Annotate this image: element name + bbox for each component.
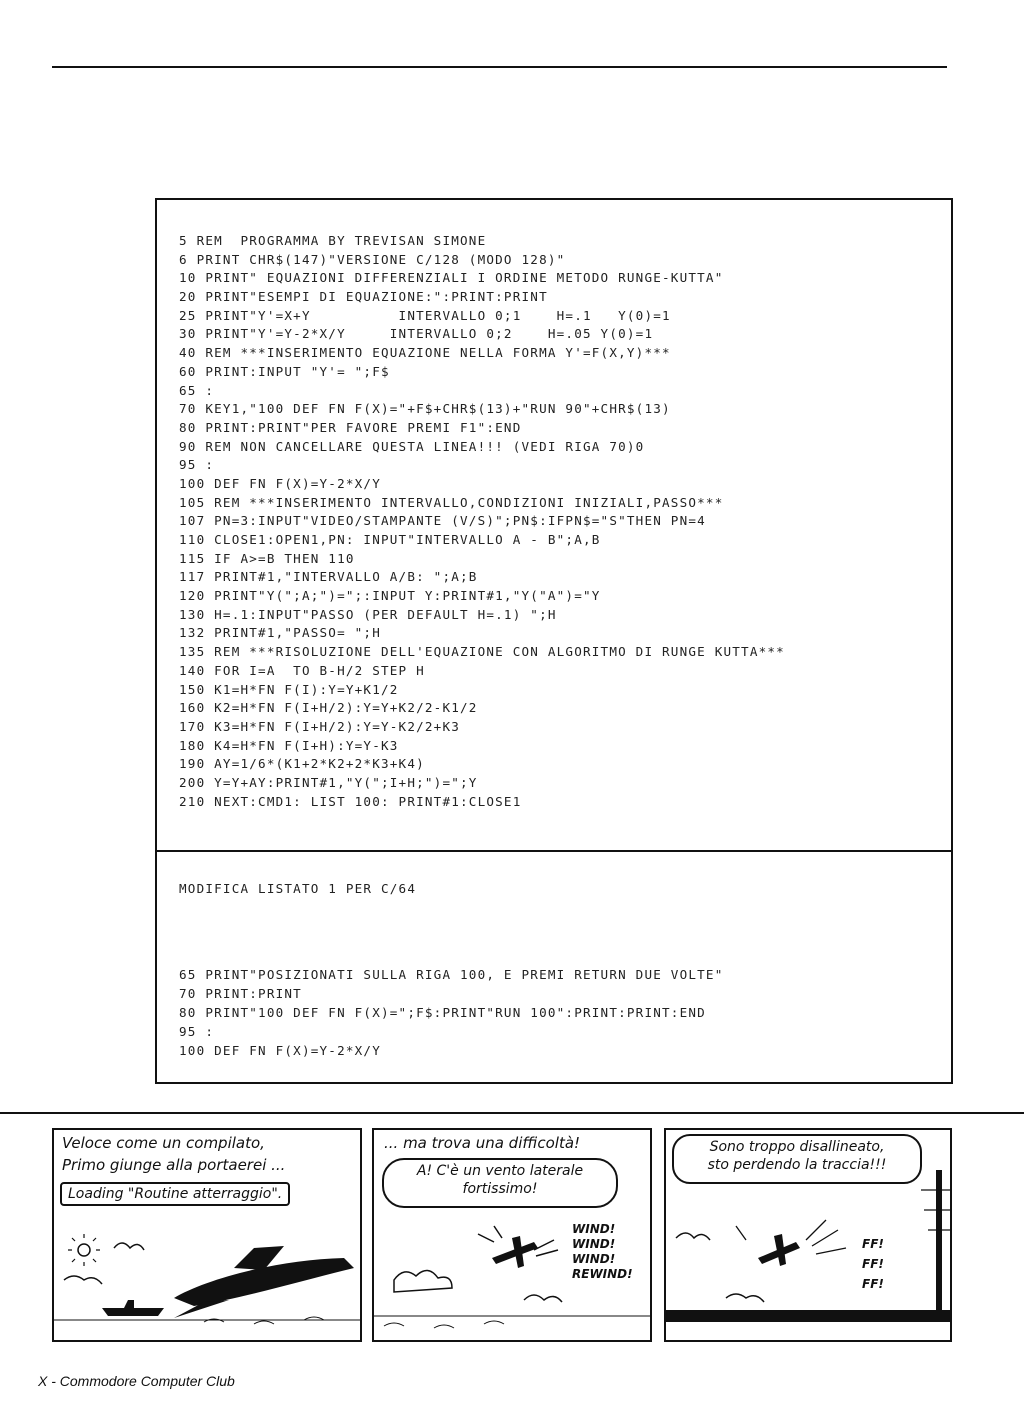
modifica-code-line: 95 : xyxy=(179,1024,215,1039)
modifica-code-line: 80 PRINT"100 DEF FN F(X)=";F$:PRINT"RUN 100":PRINT:PRINT:END xyxy=(179,1005,706,1020)
modifica-code-line: 100 DEF FN F(X)=Y-2*X/Y xyxy=(179,1043,381,1058)
code-line: 132 PRINT#1,"PASSO= ";H xyxy=(179,625,381,641)
code-line: 107 PN=3:INPUT"VIDEO/STAMPANTE (V/S)";PN$:IFPN$="S"THEN PN=4 xyxy=(179,513,706,529)
sfx-ff-2: FF! xyxy=(862,1257,884,1271)
code-line: 130 H=.1:INPUT"PASSO (PER DEFAULT H=.1) ";H xyxy=(179,606,557,622)
code-line: 117 PRINT#1,"INTERVALLO A/B: ";A;B xyxy=(179,569,478,585)
panel1-loading-box: Loading "Routine atterraggio". xyxy=(60,1182,290,1206)
code-line: 70 KEY1,"100 DEF FN F(X)="+F$+CHR$(13)+"RUN 90"+CHR$(13) xyxy=(179,401,671,417)
program-listing xyxy=(179,232,785,811)
code-line: 95 : xyxy=(179,457,215,473)
sfx-wind-1: WIND! xyxy=(572,1222,616,1236)
code-line: 40 REM ***INSERIMENTO EQUAZIONE NELLA FORMA Y'=F(X,Y)*** xyxy=(179,345,671,361)
code-line: 210 NEXT:CMD1: LIST 100: PRINT#1:CLOSE1 xyxy=(179,793,522,809)
comic-panel-3 xyxy=(664,1128,952,1342)
listing-divider xyxy=(157,850,951,852)
panel1-caption-line2: Primo giunge alla portaerei ... xyxy=(62,1156,286,1174)
code-line: 120 PRINT"Y(";A;")=";:INPUT Y:PRINT#1,"Y("A")="Y xyxy=(179,588,601,604)
panel3-sfx xyxy=(862,1234,884,1294)
code-line: 65 : xyxy=(179,382,215,398)
code-line: 150 K1=H*FN F(I):Y=Y+K1/2 xyxy=(179,681,399,697)
comic-strip xyxy=(52,1128,952,1344)
code-line: 10 PRINT" EQUAZIONI DIFFERENZIALI I ORDINE METODO RUNGE-KUTTA" xyxy=(179,270,724,286)
code-line: 105 REM ***INSERIMENTO INTERVALLO,CONDIZIONI INIZIALI,PASSO*** xyxy=(179,494,724,510)
code-line: 190 AY=1/6*(K1+2*K2+2*K3+K4) xyxy=(179,756,425,772)
code-line: 200 Y=Y+AY:PRINT#1,"Y(";I+H;")=";Y xyxy=(179,774,478,790)
modifica-code-line: 70 PRINT:PRINT xyxy=(179,986,302,1001)
code-line: 20 PRINT"ESEMPI DI EQUAZIONE:":PRINT:PRINT xyxy=(179,289,548,305)
code-line: 6 PRINT CHR$(147)"VERSIONE C/128 (MODO 128)" xyxy=(179,251,566,267)
page-footer: X - Commodore Computer Club xyxy=(38,1373,235,1389)
panel3-bubble-line1: Sono troppo disallineato, xyxy=(709,1139,885,1155)
code-line: 25 PRINT"Y'=X+Y INTERVALLO 0;1 H=.1 Y(0)=1 xyxy=(179,307,671,323)
sfx-ff-1: FF! xyxy=(862,1237,884,1251)
code-line: 5 REM PROGRAMMA BY TREVISAN SIMONE xyxy=(179,233,487,248)
panel2-sfx xyxy=(572,1222,633,1282)
code-line: 100 DEF FN F(X)=Y-2*X/Y xyxy=(179,475,381,491)
code-line: 135 REM ***RISOLUZIONE DELL'EQUAZIONE CON ALGORITMO DI RUNGE KUTTA*** xyxy=(179,644,785,660)
code-line: 115 IF A>=B THEN 110 xyxy=(179,550,355,566)
panel1-caption-line1: Veloce come un compilato, xyxy=(62,1134,265,1152)
sfx-rewind: REWIND! xyxy=(572,1267,633,1281)
code-line: 90 REM NON CANCELLARE QUESTA LINEA!!! (VEDI RIGA 70)0 xyxy=(179,438,645,454)
panel2-caption: ... ma trova una difficoltà! xyxy=(384,1134,581,1152)
code-line: 110 CLOSE1:OPEN1,PN: INPUT"INTERVALLO A - B";A,B xyxy=(179,532,601,547)
code-line: 170 K3=H*FN F(I+H/2):Y=Y-K2/2+K3 xyxy=(179,718,461,734)
modifica-listing xyxy=(179,965,724,1060)
code-line: 180 K4=H*FN F(I+H):Y=Y-K3 xyxy=(179,737,399,753)
top-rule xyxy=(52,66,947,68)
code-line: 80 PRINT:PRINT"PER FAVORE PREMI F1":END xyxy=(179,419,522,435)
comic-panel-2 xyxy=(372,1128,652,1342)
panel3-bubble-line2: sto perdendo la traccia!!! xyxy=(707,1157,887,1173)
code-line: 30 PRINT"Y'=Y-2*X/Y INTERVALLO 0;2 H=.05 Y(0)=1 xyxy=(179,326,654,342)
comic-panel-1 xyxy=(52,1128,362,1342)
listing-box xyxy=(155,198,953,1084)
code-line: 160 K2=H*FN F(I+H/2):Y=Y+K2/2-K1/2 xyxy=(179,700,478,716)
panel2-bubble-line1: A! C'è un vento laterale xyxy=(416,1163,584,1179)
comic-top-rule xyxy=(0,1112,1024,1114)
modifica-title: MODIFICA LISTATO 1 PER C/64 xyxy=(179,881,417,896)
panel3-speech-bubble xyxy=(672,1134,922,1184)
panel2-speech-bubble xyxy=(382,1158,618,1208)
sfx-wind-2: WIND! xyxy=(572,1237,616,1251)
modifica-code-line: 65 PRINT"POSIZIONATI SULLA RIGA 100, E PREMI RETURN DUE VOLTE" xyxy=(179,967,724,982)
sfx-ff-3: FF! xyxy=(862,1277,884,1291)
sfx-wind-3: WIND! xyxy=(572,1252,616,1266)
code-line: 140 FOR I=A TO B-H/2 STEP H xyxy=(179,662,425,678)
panel2-bubble-line2: fortissimo! xyxy=(462,1181,538,1197)
code-line: 60 PRINT:INPUT "Y'= ";F$ xyxy=(179,363,390,379)
